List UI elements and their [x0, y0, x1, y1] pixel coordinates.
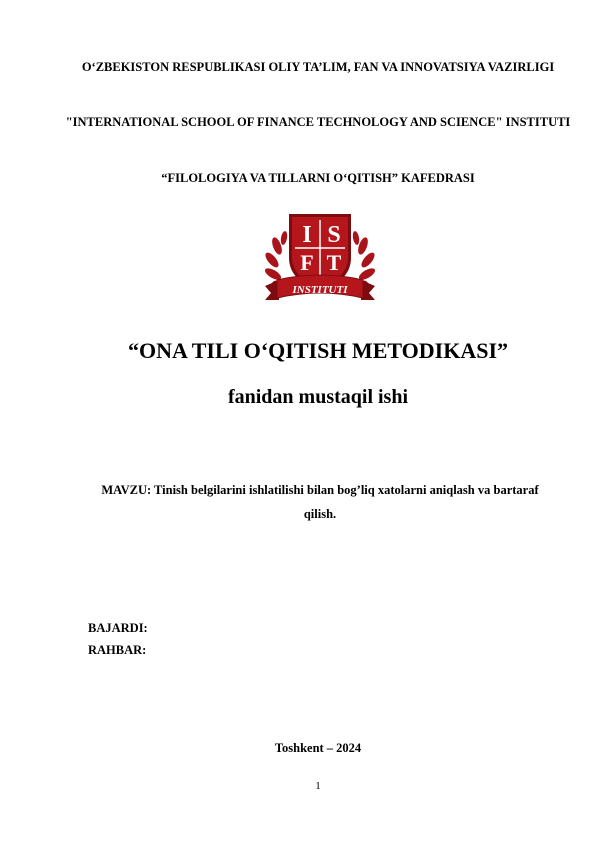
department-heading: “FILOLOGIYA VA TILLARNI O‘QITISH” KAFEDRASI [161, 171, 475, 185]
work-title: “ONA TILI O‘QITISH METODIKASI” [127, 338, 508, 363]
logo-letter-f: F [300, 250, 314, 275]
logo-letter-s: S [327, 222, 341, 248]
logo-letter-t: T [326, 250, 342, 275]
place-year: Toshkent – 2024 [274, 741, 362, 755]
logo-ribbon-text: INSTITUTI [292, 284, 348, 296]
institute-logo [255, 208, 385, 308]
school-heading: "INTERNATIONAL SCHOOL OF FINANCE TECHNOLOGY AND SCIENCE" INSTITUTI [65, 115, 571, 129]
performer-label: BAJARDI: [88, 621, 148, 635]
page-number: 1 [315, 780, 321, 792]
logo-emblem-icon [255, 208, 385, 308]
topic-text: MAVZU: Tinish belgilarini ishlatilishi bilan bog’liq xatolarni aniqlash va bartaraf qilish. [101, 483, 539, 521]
logo-letter-i: I [302, 222, 312, 248]
work-subtitle: fanidan mustaqil ishi [227, 386, 409, 408]
supervisor-label: RAHBAR: [88, 643, 147, 657]
ministry-heading: O‘ZBEKISTON RESPUBLIKASI OLIY TA’LIM, FAN VA INNOVATSIYA VAZIRLIGI [81, 60, 555, 74]
